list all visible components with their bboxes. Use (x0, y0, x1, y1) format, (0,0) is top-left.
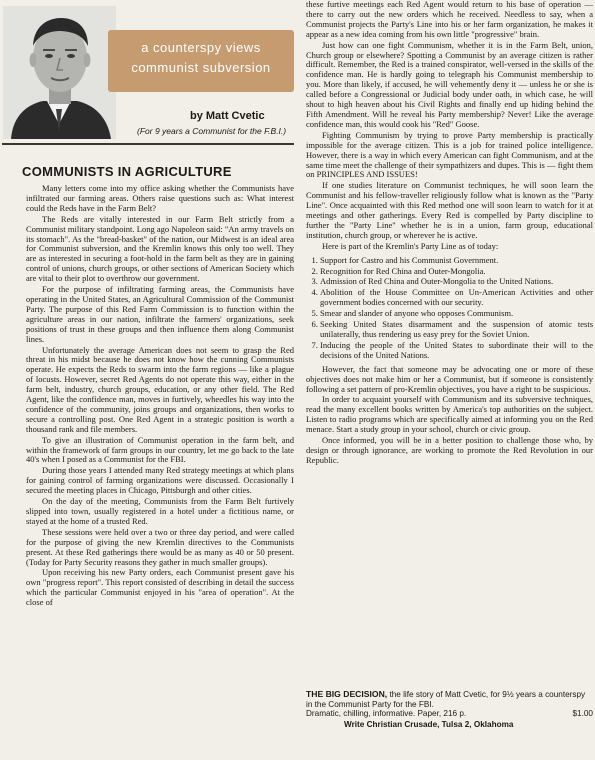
paragraph: Once informed, you will be in a better position to challenge those who, by design or through ignorance, are working to promote the Red Revolution in our Republic. (306, 435, 593, 465)
banner-line-1: a counterspy views (141, 40, 261, 55)
author-portrait (3, 6, 116, 139)
banner-line-2: communist subversion (131, 60, 271, 75)
paragraph: Fighting Communism by trying to prove Party membership is practically impossible for the average citizen. This is a job for trained police intelligence. However, there is a way in which every American can fight Communism, and at the same time meet the challenge of their sympathizers and dupes. This is — fight them on PRINCIPLES AND ISSUES! (306, 129, 593, 180)
paragraph: these furtive meetings each Red Agent would return to his base of operation — there to carry out the new orders which he received. Needless to say, when a Communist projects the Party's Line into his or her farm organization, he makes it appear as a new idea coming from his own little "progressive" brain. (306, 0, 593, 39)
paragraph: Here is part of the Kremlin's Party Line as of today: (322, 240, 499, 251)
list-item: 3. Admission of Red China and Outer-Mongolia to the United Nations. (320, 277, 593, 287)
author-credential: (For 9 years a Communist for the F.B.I.) (137, 126, 287, 136)
promo-line-1 (306, 690, 593, 709)
left-body-text (26, 184, 294, 608)
list-item: 6. Seeking United States disarmament and the suspension of atomic tests unilaterally, thus rendering us easy prey for the Soviet Union. (320, 320, 593, 340)
list-item: 7. Inducing the people of the United States to subordinate their will to the decisions of the United Nations. (320, 341, 593, 361)
paragraph: Unfortunately the average American does not seem to grasp the Red threat in his midst because he does not know how the cunning Communists operate. He expects the Reds to swarm into the farm regions — like a plague of locusts. However, secret Red Agents do not operate this way, either in the farm belt, industry, church groups, education, or any other field. The Red Agent, like the confidence man, moves in furtively, wheedles his way into the confidence of the community, joins groups and organizations, then works to secure a controlling post. One Red Agent in a strategic position is worth a thousand rank and file members. (26, 344, 294, 434)
paragraph: These sessions were held over a two or three day period, and were called for the purpose of giving the new Kremlin directives to the Communists present. At these Red gatherings there would be as many as 40 or 50 present. (Today for Party Security reasons they gather in much smaller groups). (26, 526, 294, 567)
article-headline: COMMUNISTS IN AGRICULTURE (22, 164, 232, 179)
promo-title: THE BIG DECISION, (306, 689, 388, 699)
paragraph: Upon receiving his new Party orders, each Communist present gave his own "progress report". This report consisted of describing in detail the success which the particular Communist enjoyed in his "area of operation". At the close of (26, 567, 294, 608)
paragraph: For the purpose of infiltrating farming areas, the Communists have operating in the United States, an Agricultural Commission of the Communist Party. The purpose of this Red Farm Commission is to function within the agriculture areas in our nation, infiltrate the farmers' organizations, seek positions of trust in these groups and then influence them along Communist lines. (26, 284, 294, 344)
list-item: 1. Support for Castro and his Communist Government. (320, 256, 593, 266)
header-divider (2, 143, 294, 145)
promo-details: Dramatic, chilling, informative. Paper, 216 p. (306, 709, 467, 718)
paragraph: The Reds are vitally interested in our Farm Belt strictly from a Communist military standpoint. Long ago Napoleon said: "An army travels on its stomach". As the "bread-basket" of the nation, our Midwest is an ideal area for Communist subversion, and the Kremlin knows this only too well. They are as interested in securing a foot-hold in the farm belt as they are in gaining control of unions, church groups, or other sections of American Society which are vital to their plot to overthrow our government. (26, 213, 294, 284)
list-item: 2. Recognition for Red China and Outer-Mongolia. (320, 267, 593, 277)
title-banner (108, 30, 294, 92)
list-item: 4. Abolition of the House Committee on Un-American Activities and other government bodies concerned with our security. (320, 288, 593, 308)
paragraph: If one studies literature on Communist techniques, he will soon learn the Communist and his fellow-traveller religiously follow what is known as the "Party Line". Once acquainted with this Red method one will soon learn to watch for it at meetings and other gatherings. Every Red is compelled by Party discipline to further the "Party Line" whether he is in a union, farm group, educational institution, church group, or wherever he is active. (306, 180, 593, 240)
book-promo (306, 690, 593, 729)
paragraph: Many letters come into my office asking whether the Communists have infiltrated our farming areas. Others raise questions such as: What interest could the Reds have in the Farm Belt? (26, 183, 294, 213)
author-byline: by Matt Cvetic (190, 110, 265, 122)
author-portrait-image (3, 6, 116, 139)
promo-line-2 (306, 709, 593, 719)
paragraph: During those years I attended many Red strategy meetings at which plans for gaining control of farming organizations were discussed. Occasionally I secured the meeting places in Chicago, Pittsburgh and other cities. (26, 465, 294, 496)
paragraph: In order to acquaint yourself with Communism and its subversive techniques, read the many excellent books written by America's top authorities on the subject. Listen to radio programs which are specifically aimed at informing you on the Red menace. Start a study group in your school, church or civic group. (306, 394, 593, 435)
paragraph: However, the fact that someone may be advocating one or more of these objectives does not make him or her a Communist, but if someone is consistently following a set pattern of pro-Kremlin objectives, you have a right to be suspicious. (306, 363, 593, 394)
right-body-text (306, 0, 593, 466)
promo-price: $1.00 (572, 709, 593, 718)
paragraph: To give an illustration of Communist operation in the farm belt, and within the framework of farm groups in our country, let me go back to the late 40's when I posed as a Communist for the FBI. (26, 434, 294, 465)
paragraph: Just how can one fight Communism, whether it is in the Farm Belt, union, Church group or elsewhere? Spotting a Communist by an average citizen is rather difficult. Remember, the Red is a trained conspirator, well-versed in the skills of the confidence man. He is hardly going to telegraph his Communist membership to you. More than likely, if accused, he will vehemently deny it — unless he or she is called before a Congressional or Judicial body under oath, in which case, he will shout to high heaven about his Civil Rights and finally end up hiding behind the Fifth Amendment. Will he reveal his Party membership? Never! Like the average confidence man, this would cook his "Red" Goose. (306, 39, 593, 129)
list-item: 5. Smear and slander of anyone who opposes Communism. (320, 309, 593, 319)
right-column (306, 0, 593, 760)
paragraph: On the day of the meeting, Communists from the Farm Belt furtively slipped into town, usually registered in a hotel under a fictitious name, or stayed at the home of a trusted Red. (26, 496, 294, 526)
left-column (0, 0, 296, 760)
promo-description: the life story of Matt Cvetic, for 9½ years a counterspy in the Communist Party for the FBI. (306, 690, 586, 709)
party-line-list (306, 256, 593, 361)
promo-address: Write Christian Crusade, Tulsa 2, Oklahoma (344, 719, 514, 729)
